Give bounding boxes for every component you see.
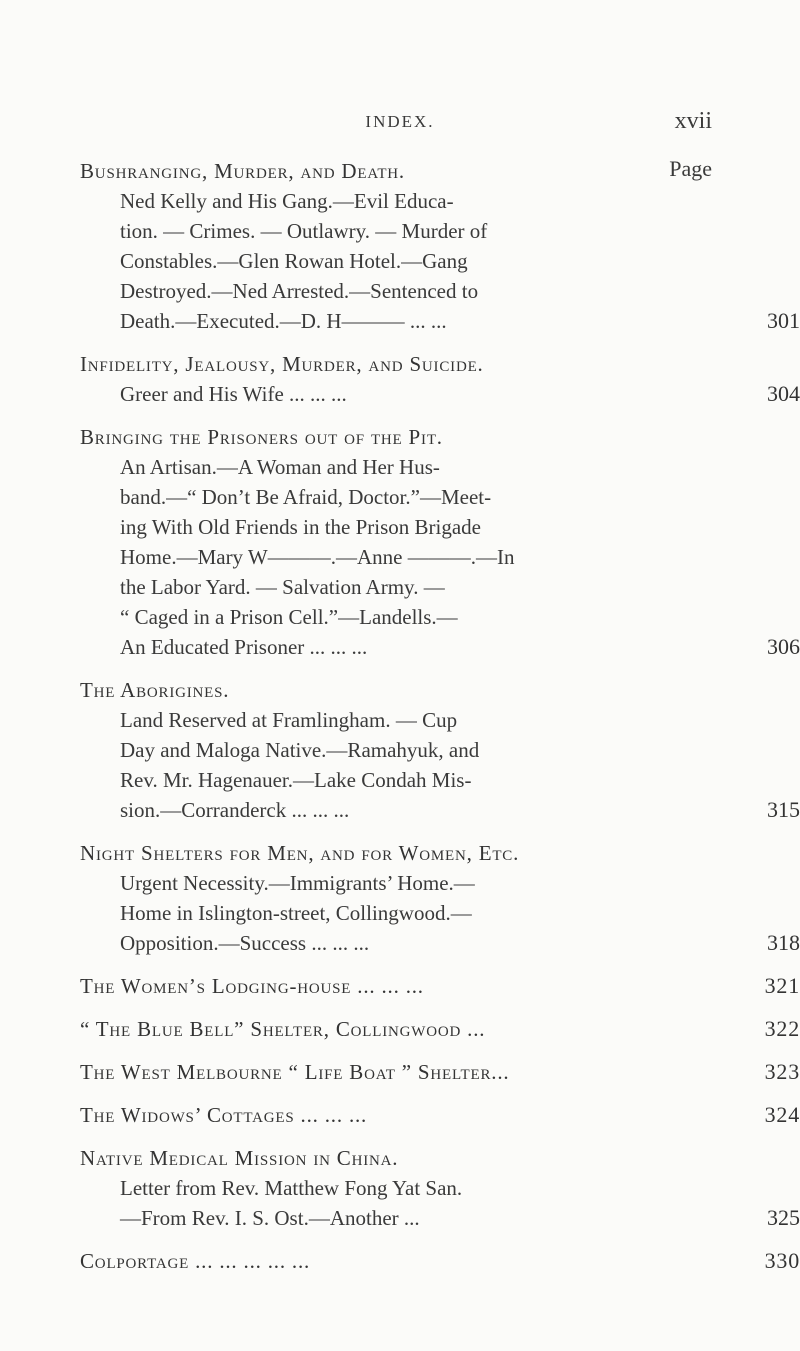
- entry-page-number: 324: [764, 1102, 800, 1127]
- entry-body: [120, 1173, 800, 1233]
- page-column-heading: Page: [669, 156, 712, 181]
- entry-page-number: 323: [764, 1059, 800, 1084]
- index-entry: [80, 1246, 800, 1276]
- entry-line: sion.—Corranderck ... ... ... 315: [120, 795, 712, 825]
- entry-heading: The Widows’ Cottages ... ... ... 324: [80, 1100, 712, 1130]
- entry-heading: Native Medical Mission in China.: [80, 1146, 399, 1170]
- entry-line: Constables.—Glen Rowan Hotel.—Gang: [120, 249, 468, 273]
- index-entry: [80, 349, 800, 409]
- entry-page-number: 330: [764, 1248, 800, 1273]
- entry-heading: Bushranging, Murder, and Death.: [80, 159, 405, 183]
- index-entry: [80, 1100, 800, 1130]
- entry-page-number: 322: [764, 1016, 800, 1041]
- entry-body: [120, 705, 800, 825]
- entry-page-number: 306: [767, 634, 800, 659]
- entry-page-number: 321: [764, 973, 800, 998]
- entry-body: [120, 379, 800, 409]
- entry-line: “ Caged in a Prison Cell.”—Landells.—: [120, 605, 458, 629]
- entry-heading: Night Shelters for Men, and for Women, Etc.: [80, 841, 520, 865]
- index-entries: [80, 156, 800, 1289]
- index-entry: [80, 675, 800, 825]
- entry-page-number: 301: [767, 308, 800, 333]
- index-entry: [80, 838, 800, 958]
- entry-line: Home in Islington-street, Collingwood.—: [120, 901, 472, 925]
- entry-heading: Colportage ... ... ... ... ... 330: [80, 1246, 712, 1276]
- index-entry: [80, 971, 800, 1001]
- index-entry: [80, 422, 800, 662]
- entry-line: Urgent Necessity.—Immigrants’ Home.—: [120, 871, 475, 895]
- index-entry: [80, 1057, 800, 1087]
- entry-body: [120, 868, 800, 958]
- entry-line: An Educated Prisoner ... ... ... 306: [120, 632, 712, 662]
- entry-line: ing With Old Friends in the Prison Brigade: [120, 515, 481, 539]
- page-title: INDEX.: [365, 112, 435, 131]
- entry-line: Destroyed.—Ned Arrested.—Sentenced to: [120, 279, 479, 303]
- entry-heading: The Aborigines.: [80, 678, 230, 702]
- entry-line: —From Rev. I. S. Ost.—Another ... 325: [120, 1203, 712, 1233]
- entry-heading: The West Melbourne “ Life Boat ” Shelter... 323: [80, 1057, 712, 1087]
- running-head: [0, 108, 800, 138]
- entry-heading: “ The Blue Bell” Shelter, Collingwood ... 322: [80, 1014, 712, 1044]
- entry-line: Day and Maloga Native.—Ramahyuk, and: [120, 738, 480, 762]
- entry-line: Death.—Executed.—D. H——— ... ... 301: [120, 306, 712, 336]
- entry-page-number: 304: [767, 381, 800, 406]
- folio: xvii: [674, 108, 712, 134]
- entry-page-number: 325: [767, 1205, 800, 1230]
- entry-line: Home.—Mary W———.—Anne ———.—In: [120, 545, 515, 569]
- entry-line: tion. — Crimes. — Outlawry. — Murder of: [120, 219, 488, 243]
- entry-line: Letter from Rev. Matthew Fong Yat San.: [120, 1176, 463, 1200]
- index-entry: [80, 1143, 800, 1233]
- entry-line: Rev. Mr. Hagenauer.—Lake Condah Mis-: [120, 768, 472, 792]
- entry-body: [120, 452, 800, 662]
- entry-page-number: 318: [767, 930, 800, 955]
- entry-page-number: 315: [767, 797, 800, 822]
- entry-heading: Infidelity, Jealousy, Murder, and Suicide.: [80, 352, 484, 376]
- index-entry: [80, 1014, 800, 1044]
- entry-heading: Bringing the Prisoners out of the Pit.: [80, 425, 443, 449]
- entry-line: Greer and His Wife ... ... ... 304: [120, 379, 712, 409]
- entry-line: Opposition.—Success ... ... ... 318: [120, 928, 712, 958]
- entry-line: Land Reserved at Framlingham. — Cup: [120, 708, 458, 732]
- entry-line: band.—“ Don’t Be Afraid, Doctor.”—Meet-: [120, 485, 492, 509]
- index-entry: [80, 156, 800, 336]
- entry-line: An Artisan.—A Woman and Her Hus-: [120, 455, 440, 479]
- entry-heading: The Women’s Lodging-house ... ... ... 321: [80, 971, 712, 1001]
- entry-line: the Labor Yard. — Salvation Army. —: [120, 575, 445, 599]
- entry-line: Ned Kelly and His Gang.—Evil Educa-: [120, 189, 454, 213]
- entry-body: [120, 186, 800, 336]
